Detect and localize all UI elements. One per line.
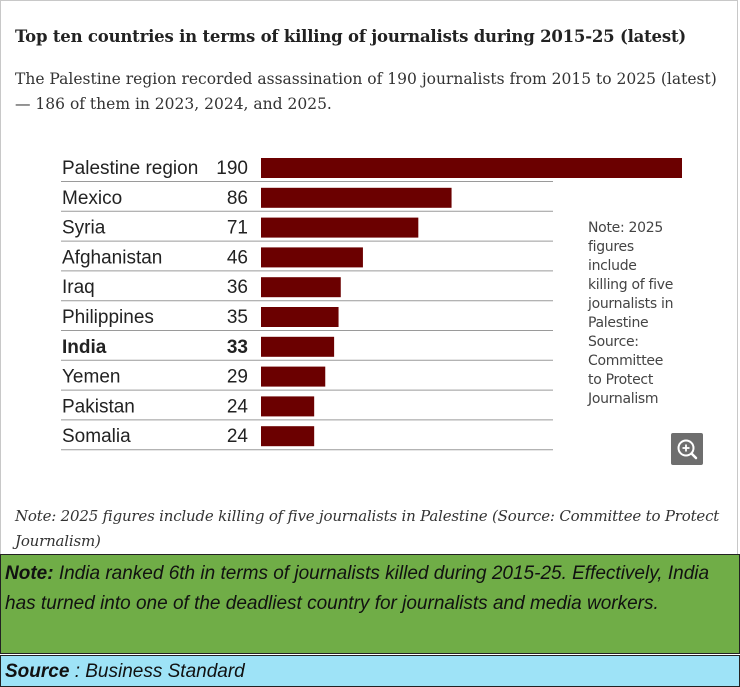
- category-label: India: [62, 336, 107, 358]
- value-label: 46: [226, 247, 248, 269]
- source-text: : Business Standard: [69, 661, 245, 682]
- bar: [261, 307, 339, 327]
- bar: [261, 218, 418, 238]
- category-label: Somalia: [62, 426, 131, 448]
- value-label: 190: [216, 158, 248, 179]
- source-box: [0, 655, 740, 687]
- value-label: 36: [226, 277, 248, 299]
- category-label: Syria: [62, 217, 106, 239]
- bar: [261, 158, 682, 178]
- bar: [261, 247, 363, 267]
- bar: [261, 337, 334, 357]
- value-label: 86: [226, 187, 248, 209]
- source-label: Source: [5, 661, 70, 682]
- category-label: Pakistan: [62, 396, 135, 418]
- category-label: Philippines: [62, 307, 154, 328]
- value-label: 24: [226, 396, 248, 418]
- chart-footnote: Note: 2025 figures include killing of five journalists in Palestine (Source: Committee to Protect Journalism): [15, 507, 720, 550]
- zoom-button[interactable]: [671, 433, 703, 465]
- bar: [261, 277, 341, 297]
- bar: [261, 396, 314, 416]
- value-label: 71: [226, 217, 248, 239]
- chart-title: Top ten countries in terms of killing of journalists during 2015-25 (latest): [15, 27, 686, 46]
- category-label: Mexico: [62, 187, 123, 209]
- category-label: Iraq: [62, 277, 95, 299]
- side-note: Note: 2025 figures include killing of five journalists in Palestine Source: Committee to Protect Journalism: [588, 220, 674, 407]
- value-label: 35: [226, 307, 248, 328]
- chart-subtitle: The Palestine region recorded assassination of 190 journalists from 2015 to 2025 (latest) — 186 of them in 2023, 2024, and 2025.: [15, 70, 717, 113]
- value-label: 29: [226, 366, 248, 388]
- bar: [261, 367, 325, 387]
- value-label: 33: [226, 336, 248, 358]
- zoom-in-icon: [671, 433, 703, 465]
- bar: [261, 426, 314, 446]
- bar: [261, 188, 452, 208]
- category-label: Afghanistan: [62, 247, 163, 269]
- category-label: Yemen: [62, 366, 121, 388]
- value-label: 24: [226, 426, 248, 448]
- analysis-note-label: Note:: [5, 563, 54, 584]
- category-label: Palestine region: [62, 158, 199, 179]
- analysis-note-text: India ranked 6th in terms of journalists killed during 2015-25. Effectively, India has turned into one of the deadliest country for journalists and media workers.: [5, 563, 710, 614]
- analysis-note: [0, 554, 740, 654]
